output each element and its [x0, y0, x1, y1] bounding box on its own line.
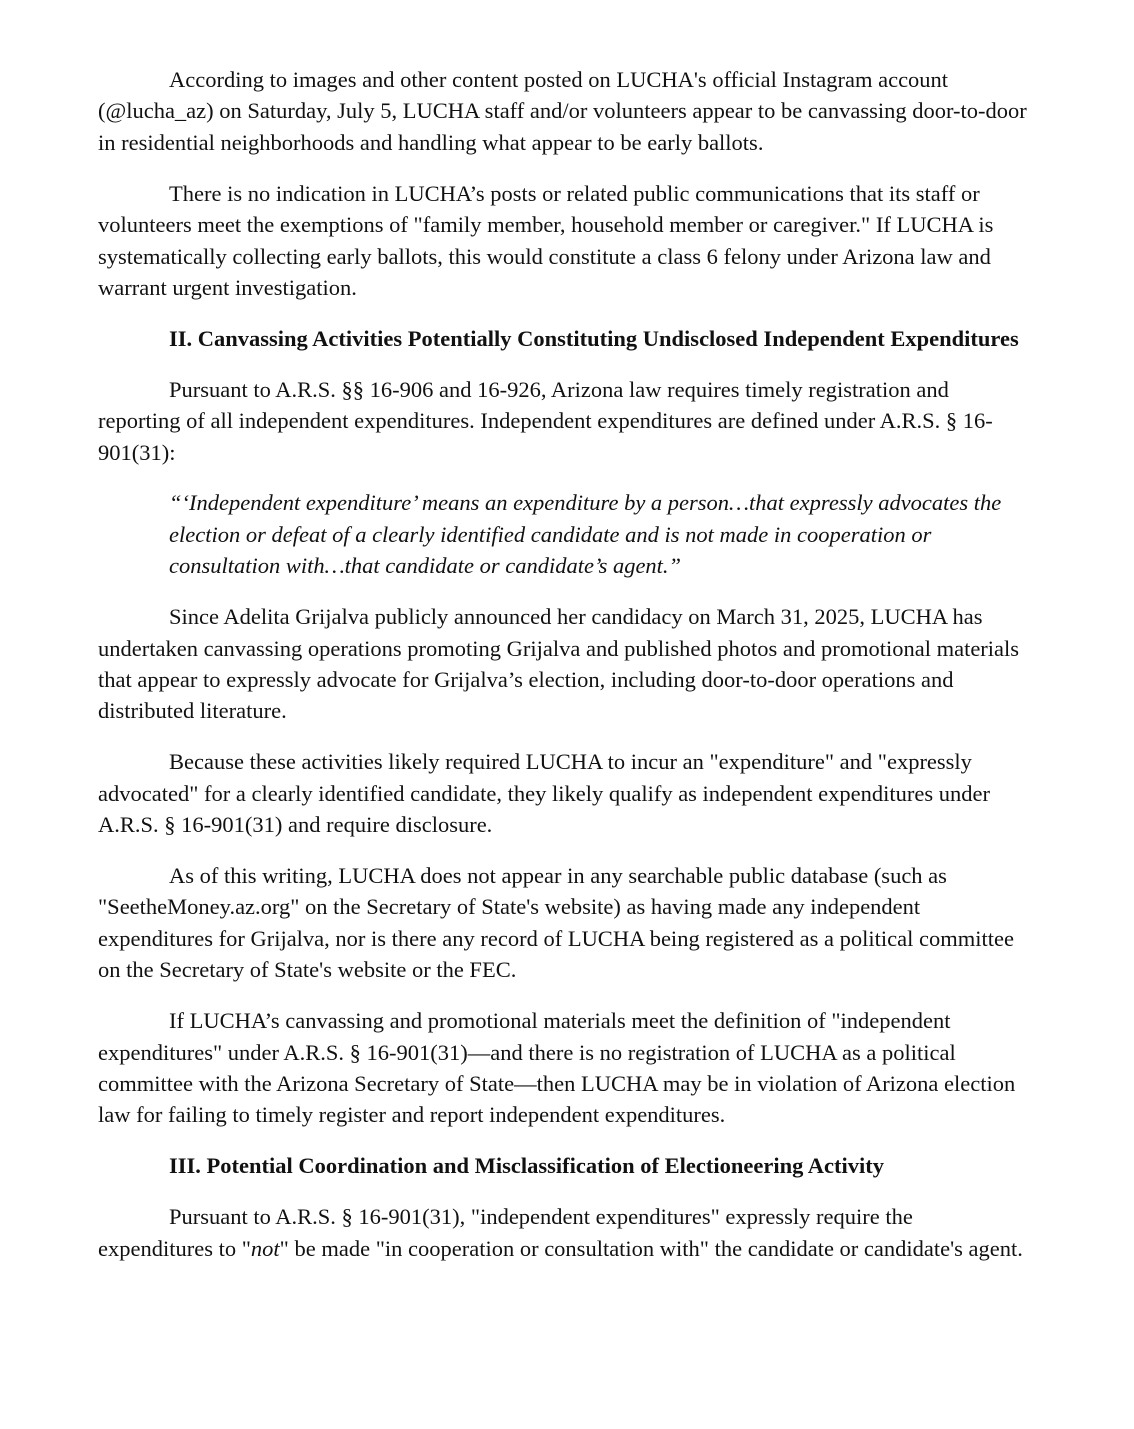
emphasized-word: not	[250, 1235, 280, 1261]
paragraph-exemptions: There is no indication in LUCHA’s posts or related public communications that its staff or volunteers meet the exemptions of "family member, household member or caregiver." If LUCHA is systematically collecting early ballots, this would constitute a class 6 felony under Arizona law and warrant urgent investigation.	[98, 180, 994, 300]
paragraph-text-after: " be made "in cooperation or consultation with" the candidate or candidate's agent.	[279, 1235, 1023, 1261]
section-heading-coordination: III. Potential Coordination and Misclassification of Electioneering Activity	[169, 1153, 884, 1179]
paragraph-candidacy-announcement: Since Adelita Grijalva publicly announced her candidacy on March 31, 2025, LUCHA has undertaken canvassing operations promoting Grijalva and published photos and promotional materials that appear to expressly advocate for Grijalva’s election, including door-to-door operations and distributed literature.	[98, 604, 1020, 724]
paragraph-database-search: As of this writing, LUCHA does not appear in any searchable public database (such as "SeetheMoney.az.org" on the Secretary of State's website) as having made any independent expenditures for Grijalva, nor is there any record of LUCHA being registered as a political committee on the Secretary of State's website or the FEC.	[98, 863, 1014, 983]
paragraph-expenditure-qualification: Because these activities likely required LUCHA to incur an "expenditure" and "expressly advocated" for a clearly identified candidate, they likely qualify as independent expenditures under A.R.S. § 16-901(31) and require disclosure.	[98, 749, 990, 838]
paragraph-text-before: Pursuant to A.R.S. § 16-901(31), "independent expenditures" expressly require the expenditures to "	[98, 1204, 913, 1261]
paragraph-cooperation-requirement	[98, 1201, 1028, 1264]
paragraph-potential-violation: If LUCHA’s canvassing and promotional materials meet the definition of "independent expenditures" under A.R.S. § 16-901(31)—and there is no registration of LUCHA as a political committee with the Arizona Secretary of State—then LUCHA may be in violation of Arizona election law for failing to timely register and report independent expenditures.	[98, 1008, 1016, 1128]
document-page	[98, 64, 1028, 1284]
block-quote-definition: “‘Independent expenditure’ means an expenditure by a person…that expressly advocates the election or defeat of a clearly identified candidate and is not made in cooperation or consultation with…that candidate or candidate’s agent.”	[169, 490, 1002, 579]
section-heading-canvassing: II. Canvassing Activities Potentially Constituting Undisclosed Independent Expenditures	[169, 325, 1019, 351]
paragraph-ars-requirements: Pursuant to A.R.S. §§ 16-906 and 16-926, Arizona law requires timely registration and reporting of all independent expenditures. Independent expenditures are defined under A.R.S. § 16-901(31):	[98, 376, 993, 465]
paragraph-instagram-canvassing: According to images and other content posted on LUCHA's official Instagram account (@lucha_az) on Saturday, July 5, LUCHA staff and/or volunteers appear to be canvassing door-to-door in residential neighborhoods and handling what appear to be early ballots.	[98, 67, 1027, 155]
